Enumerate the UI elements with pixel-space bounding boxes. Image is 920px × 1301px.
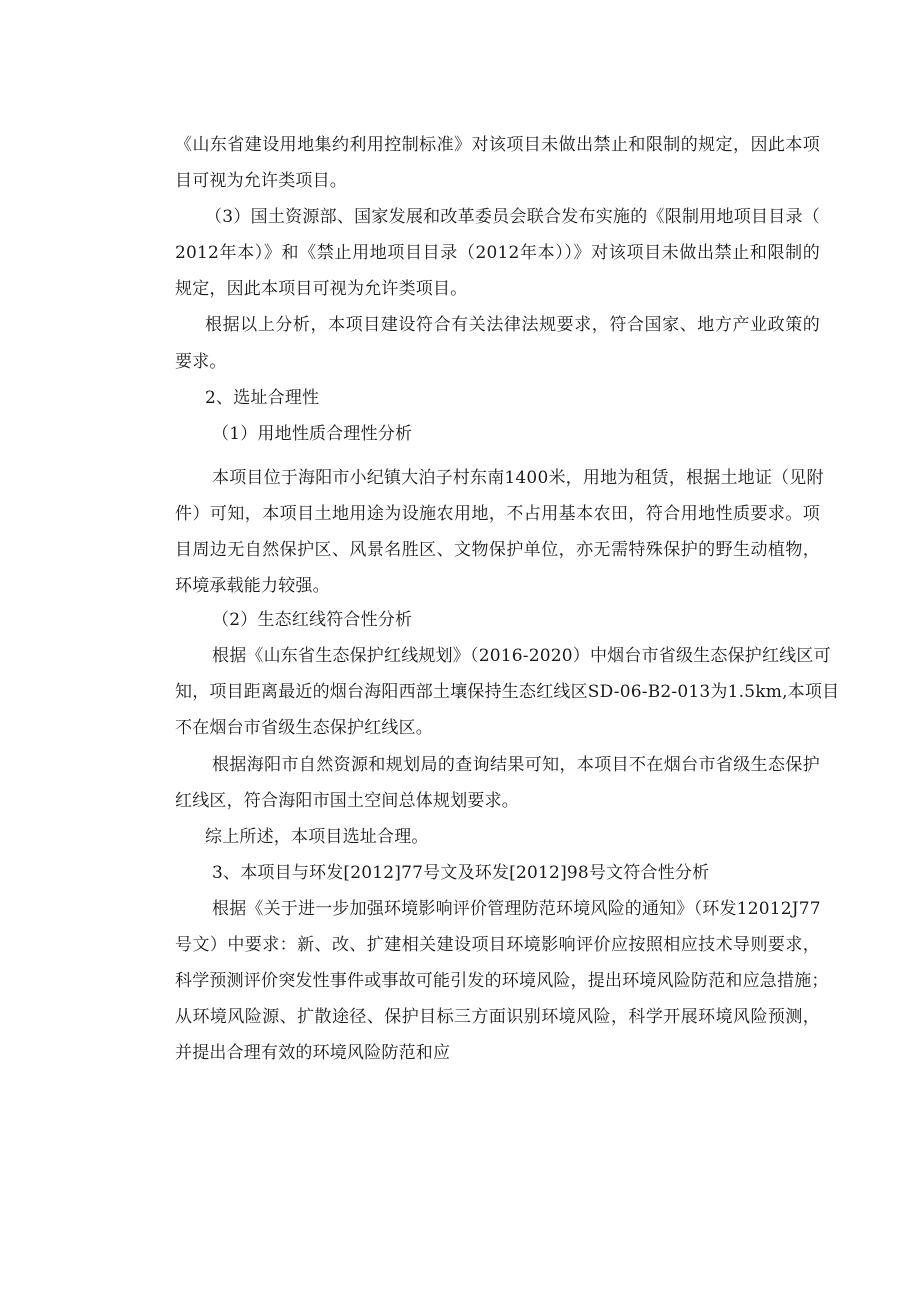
paragraph-line: 知，项目距离最近的烟台海阳西部土壤保持生态红线区SD-06-B2-013为1.5km,本项目 [175,682,840,702]
paragraph-line: 根据《山东省生态保护红线规划》（2016-2020）中烟台市省级生态保护红线区可 [212,646,831,666]
paragraph-line: 件）可知，本项目土地用途为设施农用地，不占用基本农田，符合用地性质要求。项 [175,504,820,524]
paragraph-line: 从环境风险源、扩散途径、保护目标三方面识别环境风险，科学开展环境风险预测， [175,1007,820,1027]
subsection-heading: （1）用地性质合理性分析 [212,424,413,444]
paragraph-line: 规定，因此本项目可视为允许类项目。 [175,279,468,299]
paragraph-line: 根据海阳市自然资源和规划局的查询结果可知，本项目不在烟台市省级生态保护 [212,755,820,775]
paragraph-line: 综上所述，本项目选址合理。 [205,827,429,847]
paragraph-line: 环境承载能力较强。 [175,576,330,596]
paragraph-line: 本项目位于海阳市小纪镇大泊子村东南1400米，用地为租赁，根据土地证（见附 [212,468,824,488]
paragraph-line: 红线区，符合海阳市国土空间总体规划要求。 [175,791,519,811]
paragraph-line: 科学预测评价突发性事件或事故可能引发的环境风险，提出环境风险防范和应急措施； [175,971,829,991]
paragraph-line: 要求。 [175,352,227,372]
paragraph-line: 目可视为允许类项目。 [175,171,347,191]
paragraph-line: 目周边无自然保护区、风景名胜区、文物保护单位，亦无需特殊保护的野生动植物， [175,540,820,560]
paragraph-line: 《山东省建设用地集约利用控制标准》对该项目未做出禁止和限制的规定，因此本项 [175,135,820,155]
paragraph-line: 根据《关于进一步加强环境影响评价管理防范环境风险的通知》（环发12012J77 [212,899,821,919]
paragraph-line: 2012年本）》和《禁止用地项目目录（2012年本））》对该项目未做出禁止和限制的 [175,243,820,263]
paragraph-line: 根据以上分析，本项目建设符合有关法律法规要求，符合国家、地方产业政策的 [205,315,820,335]
paragraph-line: 不在烟台市省级生态保护红线区。 [175,718,433,738]
paragraph-line: 号文）中要求：新、改、扩建相关建设项目环境影响评价应按照相应技术导则要求， [175,935,820,955]
paragraph-line: （3）国土资源部、国家发展和改革委员会联合发布实施的《限制用地项目目录（ [205,207,820,227]
section-heading: 2、选址合理性 [205,388,320,408]
paragraph-line: 并提出合理有效的环境风险防范和应 [175,1043,451,1063]
subsection-heading: （2）生态红线符合性分析 [212,610,413,630]
section-heading: 3、本项目与环发[2012]77号文及环发[2012]98号文符合性分析 [212,863,710,883]
